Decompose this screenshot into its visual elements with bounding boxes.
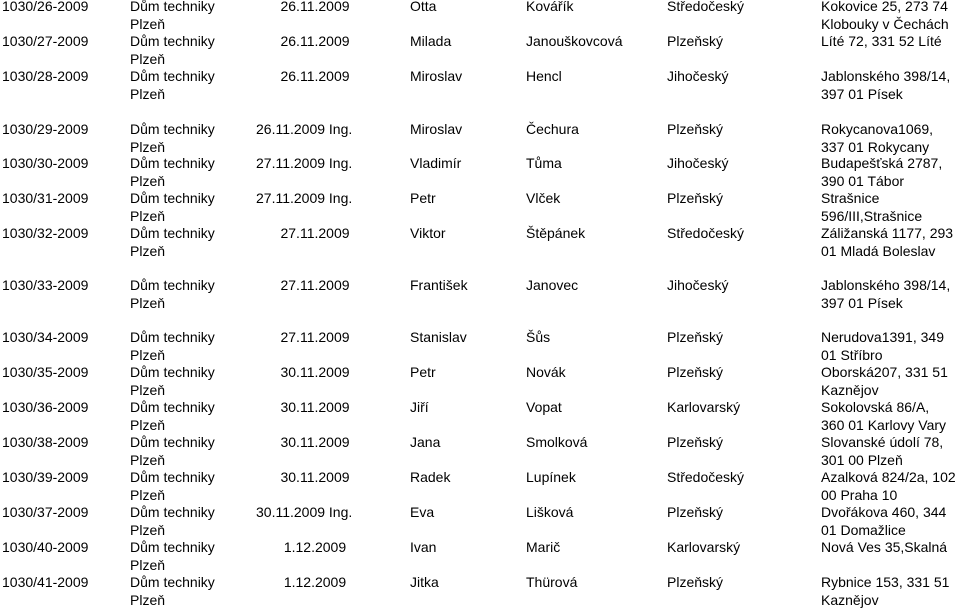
region: Středočeský [667, 0, 745, 14]
date-cell: 26.11.2009 [280, 0, 350, 14]
last-name: Vlček [526, 190, 561, 206]
venue-name: Dům techniky [130, 329, 215, 345]
address-line-1: Rybnice 153, 331 51 [821, 574, 950, 590]
address-line-1: Nová Ves 35,Skalná [821, 539, 948, 555]
last-name: Tůma [526, 155, 562, 171]
address-cell [821, 32, 942, 50]
venue-city: Plzeň [130, 139, 166, 155]
table-row [0, 0, 959, 33]
last-name: Smolková [526, 434, 588, 450]
address-line-2: 360 01 Karlovy Vary [821, 417, 947, 433]
first-name: Viktor [410, 225, 446, 241]
first-name: František [410, 277, 468, 293]
venue-cell [130, 120, 215, 156]
first-name: Jitka [410, 574, 439, 590]
record-id: 1030/38-2009 [2, 434, 89, 450]
venue-name: Dům techniky [130, 33, 215, 49]
venue-city: Plzeň [130, 243, 166, 259]
address-line-2: 390 01 Tábor [821, 173, 905, 189]
record-id: 1030/34-2009 [2, 329, 89, 345]
venue-cell [130, 573, 215, 609]
first-name: Ivan [410, 539, 437, 555]
region: Plzeňský [667, 504, 724, 520]
address-line-2: 596/III,Strašnice [821, 208, 923, 224]
venue-city: Plzeň [130, 208, 166, 224]
address-cell [821, 0, 949, 33]
last-name: Vopat [526, 399, 562, 415]
last-name: Čechura [526, 121, 579, 137]
venue-city: Plzeň [130, 557, 166, 573]
first-name: Petr [410, 190, 436, 206]
first-name: Jiří [410, 399, 429, 415]
address-cell [821, 154, 942, 190]
venue-cell [130, 32, 215, 68]
table-row [0, 468, 959, 504]
last-name: Marič [526, 539, 561, 555]
region: Plzeňský [667, 434, 724, 450]
record-id: 1030/26-2009 [2, 0, 89, 14]
table-row [0, 154, 959, 190]
venue-name: Dům techniky [130, 469, 215, 485]
record-id: 1030/41-2009 [2, 574, 89, 590]
venue-name: Dům techniky [130, 504, 215, 520]
first-name: Miroslav [410, 121, 463, 137]
venue-name: Dům techniky [130, 399, 215, 415]
venue-cell [130, 468, 215, 504]
venue-name: Dům techniky [130, 68, 215, 84]
record-id: 1030/29-2009 [2, 121, 89, 137]
venue-name: Dům techniky [130, 155, 215, 171]
record-id: 1030/39-2009 [2, 469, 89, 485]
address-cell [821, 503, 946, 539]
date-cell: 27.11.2009 Ing. [256, 155, 353, 171]
record-id: 1030/40-2009 [2, 539, 89, 555]
region: Středočeský [667, 469, 745, 485]
table-row [0, 328, 959, 364]
address-line-1: Záližanská 1177, 293 [821, 225, 954, 241]
date-cell: 30.11.2009 [280, 399, 350, 415]
first-name: Petr [410, 364, 436, 380]
address-cell [821, 573, 949, 609]
venue-name: Dům techniky [130, 277, 215, 293]
region: Plzeňský [667, 121, 724, 137]
venue-cell [130, 433, 215, 469]
address-cell [821, 398, 946, 434]
address-line-1: Dvořákova 460, 344 [821, 504, 947, 520]
address-cell [821, 120, 933, 156]
address-line-2: 01 Mladá Boleslav [821, 243, 936, 259]
address-line-2: Kaznějov [821, 382, 879, 398]
venue-cell [130, 67, 215, 103]
address-line-1: Jablonského 398/14, [821, 277, 951, 293]
address-line-1: Azalková 824/2a, 102 [821, 469, 956, 485]
date-cell: 30.11.2009 [280, 469, 350, 485]
table-row [0, 398, 959, 434]
last-name: Janouškovcová [526, 33, 623, 49]
venue-name: Dům techniky [130, 190, 215, 206]
address-cell [821, 363, 948, 399]
region: Karlovarský [667, 539, 741, 555]
region: Plzeňský [667, 364, 724, 380]
venue-cell [130, 363, 215, 399]
region: Plzeňský [667, 33, 724, 49]
venue-city: Plzeň [130, 173, 166, 189]
venue-city: Plzeň [130, 86, 166, 102]
record-id: 1030/33-2009 [2, 277, 89, 293]
date-cell: 27.11.2009 [280, 225, 350, 241]
venue-cell [130, 189, 215, 225]
region: Jihočeský [667, 68, 729, 84]
venue-cell [130, 503, 215, 539]
venue-cell [130, 154, 215, 190]
address-line-1: Rokycanova1069, [821, 121, 934, 137]
address-line-1: Slovanské údolí 78, [821, 434, 944, 450]
table-row [0, 32, 959, 68]
last-name: Thürová [526, 574, 578, 590]
region: Středočeský [667, 225, 745, 241]
last-name: Lišková [526, 504, 574, 520]
address-cell [821, 67, 950, 103]
venue-name: Dům techniky [130, 0, 215, 14]
date-cell: 26.11.2009 Ing. [256, 121, 353, 137]
date-cell: 27.11.2009 [280, 277, 350, 293]
region: Jihočeský [667, 277, 729, 293]
first-name: Eva [410, 504, 435, 520]
address-line-1: Jablonského 398/14, [821, 68, 951, 84]
address-line-2: 397 01 Písek [821, 295, 903, 311]
venue-city: Plzeň [130, 347, 166, 363]
record-id: 1030/28-2009 [2, 68, 89, 84]
venue-name: Dům techniky [130, 225, 215, 241]
region: Plzeňský [667, 190, 724, 206]
address-cell [821, 276, 950, 312]
last-name: Hencl [526, 68, 562, 84]
address-line-2: 01 Stříbro [821, 347, 883, 363]
address-line-1: Sokolovská 86/A, [821, 399, 930, 415]
table-row [0, 503, 959, 539]
date-cell: 26.11.2009 [280, 33, 350, 49]
region: Jihočeský [667, 155, 729, 171]
venue-city: Plzeň [130, 16, 166, 32]
address-cell [821, 189, 922, 225]
venue-name: Dům techniky [130, 434, 215, 450]
address-line-2: 397 01 Písek [821, 86, 903, 102]
table-row [0, 67, 959, 103]
table-row [0, 573, 959, 609]
venue-name: Dům techniky [130, 539, 215, 555]
last-name: Kovářík [526, 0, 574, 14]
address-line-2: 00 Praha 10 [821, 487, 898, 503]
record-id: 1030/35-2009 [2, 364, 89, 380]
record-id: 1030/31-2009 [2, 190, 89, 206]
last-name: Janovec [526, 277, 579, 293]
first-name: Jana [410, 434, 441, 450]
venue-name: Dům techniky [130, 364, 215, 380]
first-name: Radek [410, 469, 451, 485]
table-row [0, 538, 959, 574]
venue-name: Dům techniky [130, 574, 215, 590]
address-line-1: Strašnice [821, 190, 880, 206]
address-line-2: 301 00 Plzeň [821, 452, 903, 468]
record-id: 1030/27-2009 [2, 33, 89, 49]
venue-city: Plzeň [130, 417, 166, 433]
address-line-2: Kaznějov [821, 592, 879, 608]
table-row [0, 363, 959, 399]
region: Plzeňský [667, 574, 724, 590]
date-cell: 27.11.2009 Ing. [256, 190, 353, 206]
venue-cell [130, 538, 215, 574]
address-cell [821, 224, 953, 260]
venue-cell [130, 0, 215, 33]
address-line-1: Kokovice 25, 273 74 [821, 0, 948, 14]
table-row [0, 224, 959, 260]
last-name: Lupínek [526, 469, 576, 485]
first-name: Milada [410, 33, 452, 49]
first-name: Vladimír [410, 155, 462, 171]
first-name: Otta [410, 0, 437, 14]
address-cell [821, 433, 943, 469]
address-line-1: Nerudova1391, 349 [821, 329, 944, 345]
address-line-1: Líté 72, 331 52 Líté [821, 33, 942, 49]
venue-city: Plzeň [130, 382, 166, 398]
first-name: Stanislav [410, 329, 467, 345]
last-name: Novák [526, 364, 566, 380]
venue-cell [130, 224, 215, 260]
record-id: 1030/36-2009 [2, 399, 89, 415]
venue-city: Plzeň [130, 487, 166, 503]
table-row [0, 120, 959, 156]
address-line-2: 01 Domažlice [821, 522, 906, 538]
venue-cell [130, 328, 215, 364]
venue-city: Plzeň [130, 51, 166, 67]
date-cell: 30.11.2009 [280, 364, 350, 380]
venue-cell [130, 276, 215, 312]
last-name: Štěpánek [526, 225, 586, 241]
region: Plzeňský [667, 329, 724, 345]
table-row [0, 189, 959, 225]
date-cell: 1.12.2009 [283, 574, 347, 590]
venue-cell [130, 398, 215, 434]
address-line-1: Budapešťská 2787, [821, 155, 943, 171]
record-id: 1030/30-2009 [2, 155, 89, 171]
address-line-1: Oborská207, 331 51 [821, 364, 948, 380]
last-name: Šůs [526, 329, 551, 345]
region: Karlovarský [667, 399, 741, 415]
address-line-2: 337 01 Rokycany [821, 139, 930, 155]
date-cell: 30.11.2009 Ing. [256, 504, 353, 520]
date-cell: 27.11.2009 [280, 329, 350, 345]
venue-name: Dům techniky [130, 121, 215, 137]
table-row [0, 433, 959, 469]
table-row [0, 276, 959, 312]
first-name: Miroslav [410, 68, 463, 84]
venue-city: Plzeň [130, 295, 166, 311]
venue-city: Plzeň [130, 522, 166, 538]
venue-city: Plzeň [130, 592, 166, 608]
venue-city: Plzeň [130, 452, 166, 468]
address-line-2: Klobouky v Čechách [821, 16, 949, 32]
address-cell [821, 538, 947, 556]
address-cell [821, 468, 956, 504]
address-cell [821, 328, 944, 364]
date-cell: 30.11.2009 [280, 434, 350, 450]
date-cell: 26.11.2009 [280, 68, 350, 84]
date-cell: 1.12.2009 [283, 539, 347, 555]
record-id: 1030/32-2009 [2, 225, 89, 241]
record-id: 1030/37-2009 [2, 504, 89, 520]
